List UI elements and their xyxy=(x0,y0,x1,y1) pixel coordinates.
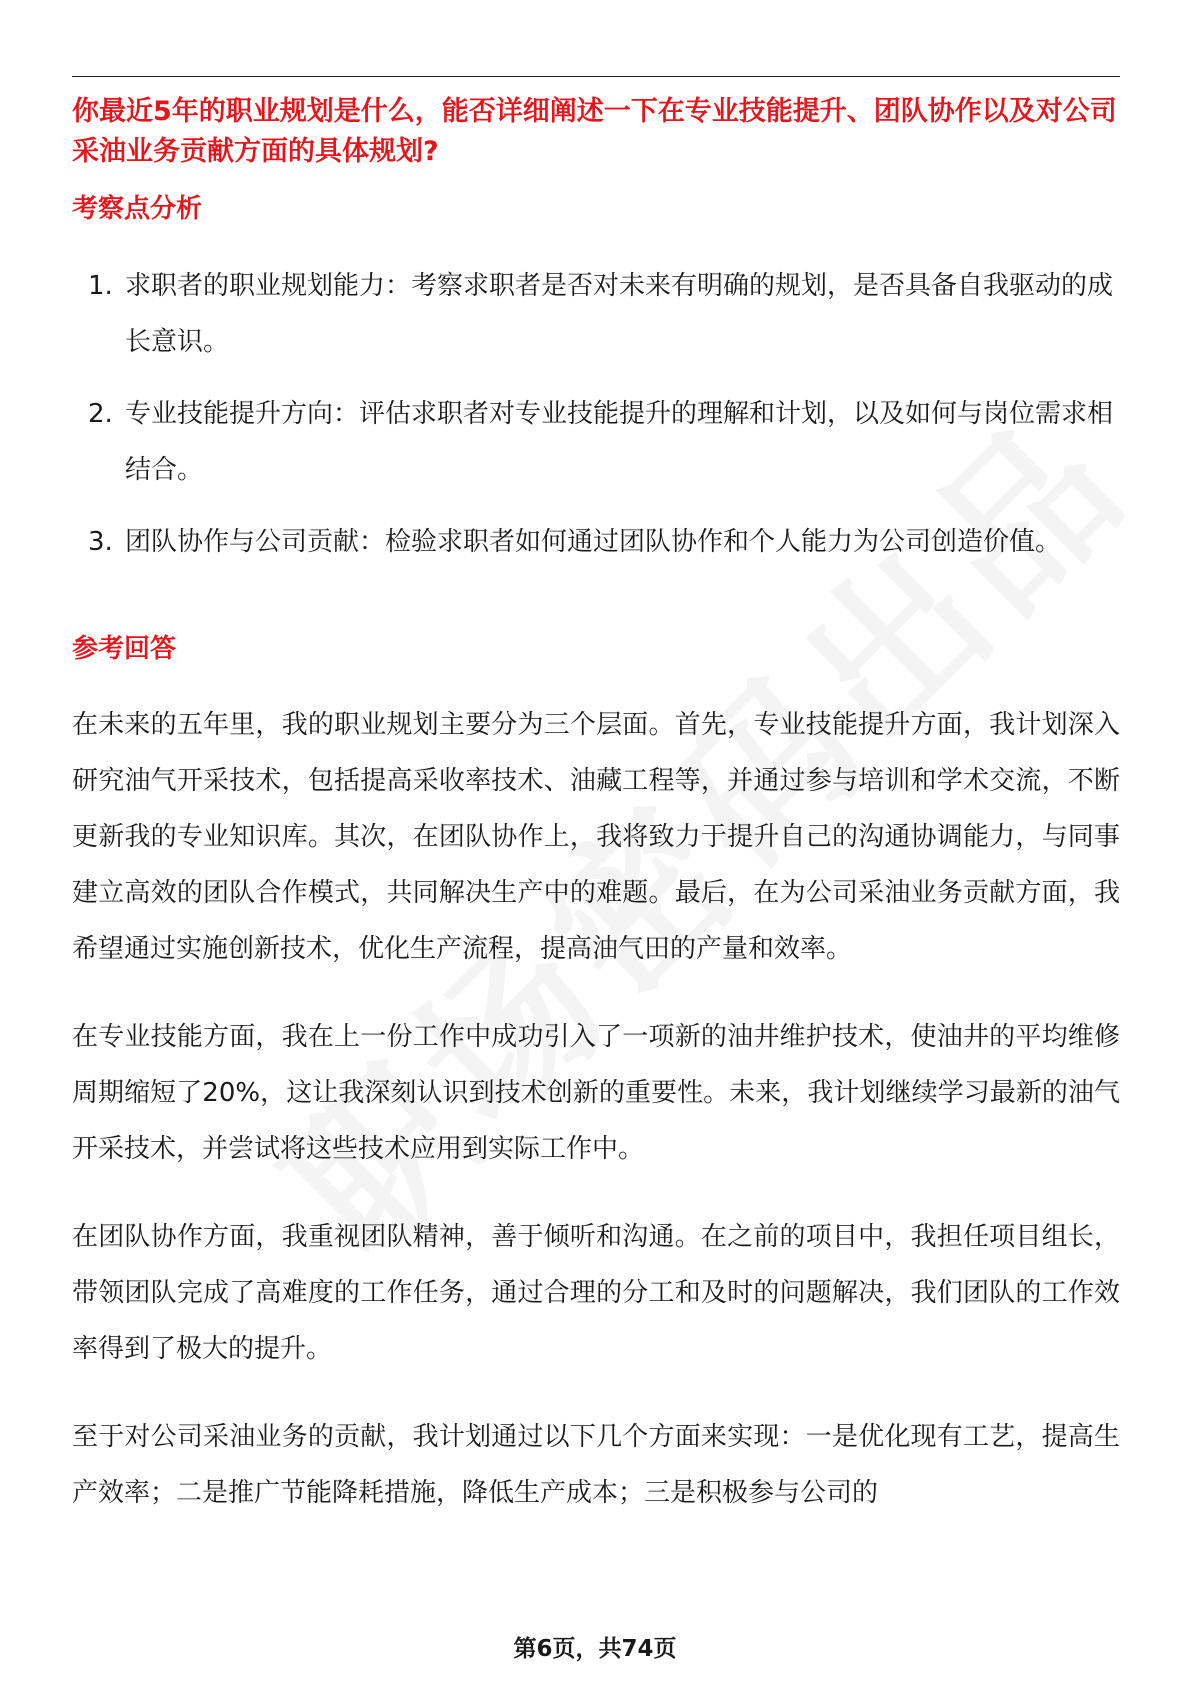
document-page xyxy=(72,0,1120,1684)
analysis-item-number: 1. xyxy=(88,271,113,301)
answer-body xyxy=(72,697,1120,1553)
answer-paragraph: 至于对公司采油业务的贡献，我计划通过以下几个方面来实现：一是优化现有工艺，提高生产效率；二是推广节能降耗措施，降低生产成本；三是积极参与公司的 xyxy=(72,1422,1120,1508)
analysis-item-text: 求职者的职业规划能力：考察求职者是否对未来有明确的规划，是否具备自我驱动的成长意识。 xyxy=(125,271,1114,357)
answer-paragraph: 在团队协作方面，我重视团队精神，善于倾听和沟通。在之前的项目中，我担任项目组长，带领团队完成了高难度的工作任务，通过合理的分工和及时的问题解决，我们团队的工作效率得到了极大的提升。 xyxy=(72,1222,1120,1364)
analysis-item xyxy=(72,258,1120,370)
analysis-item-text: 专业技能提升方向：评估求职者对专业技能提升的理解和计划，以及如何与岗位需求相结合。 xyxy=(125,399,1114,485)
analysis-item-number: 3. xyxy=(88,527,113,557)
answer-heading: 参考回答 xyxy=(72,634,177,664)
analysis-item-number: 2. xyxy=(88,399,113,429)
analysis-heading: 考察点分析 xyxy=(72,194,203,224)
analysis-item-text: 团队协作与公司贡献：检验求职者如何通过团队协作和个人能力为公司创造价值。 xyxy=(125,527,1062,557)
page-number: 第6页，共74页 xyxy=(513,1636,677,1662)
answer-paragraph: 在专业技能方面，我在上一份工作中成功引入了一项新的油井维护技术，使油井的平均维修周期缩短了20%，这让我深刻认识到技术创新的重要性。未来，我计划继续学习最新的油气开采技术，并尝试将这些技术应用到实际工作中。 xyxy=(72,1022,1120,1164)
interview-question: 你最近5年的职业规划是什么，能否详细阐述一下在专业技能提升、团队协作以及对公司采油业务贡献方面的具体规划? xyxy=(72,96,1117,167)
top-divider xyxy=(72,76,1120,77)
analysis-item xyxy=(72,514,1120,570)
answer-paragraph: 在未来的五年里，我的职业规划主要分为三个层面。首先，专业技能提升方面，我计划深入研究油气开采技术，包括提高采收率技术、油藏工程等，并通过参与培训和学术交流，不断更新我的专业知识库。其次，在团队协作上，我将致力于提升自己的沟通协调能力，与同事建立高效的团队合作模式，共同解决生产中的难题。最后，在为公司采油业务贡献方面，我希望通过实施创新技术，优化生产流程，提高油气田的产量和效率。 xyxy=(72,710,1120,964)
analysis-list xyxy=(72,258,1120,586)
analysis-item xyxy=(72,386,1120,498)
